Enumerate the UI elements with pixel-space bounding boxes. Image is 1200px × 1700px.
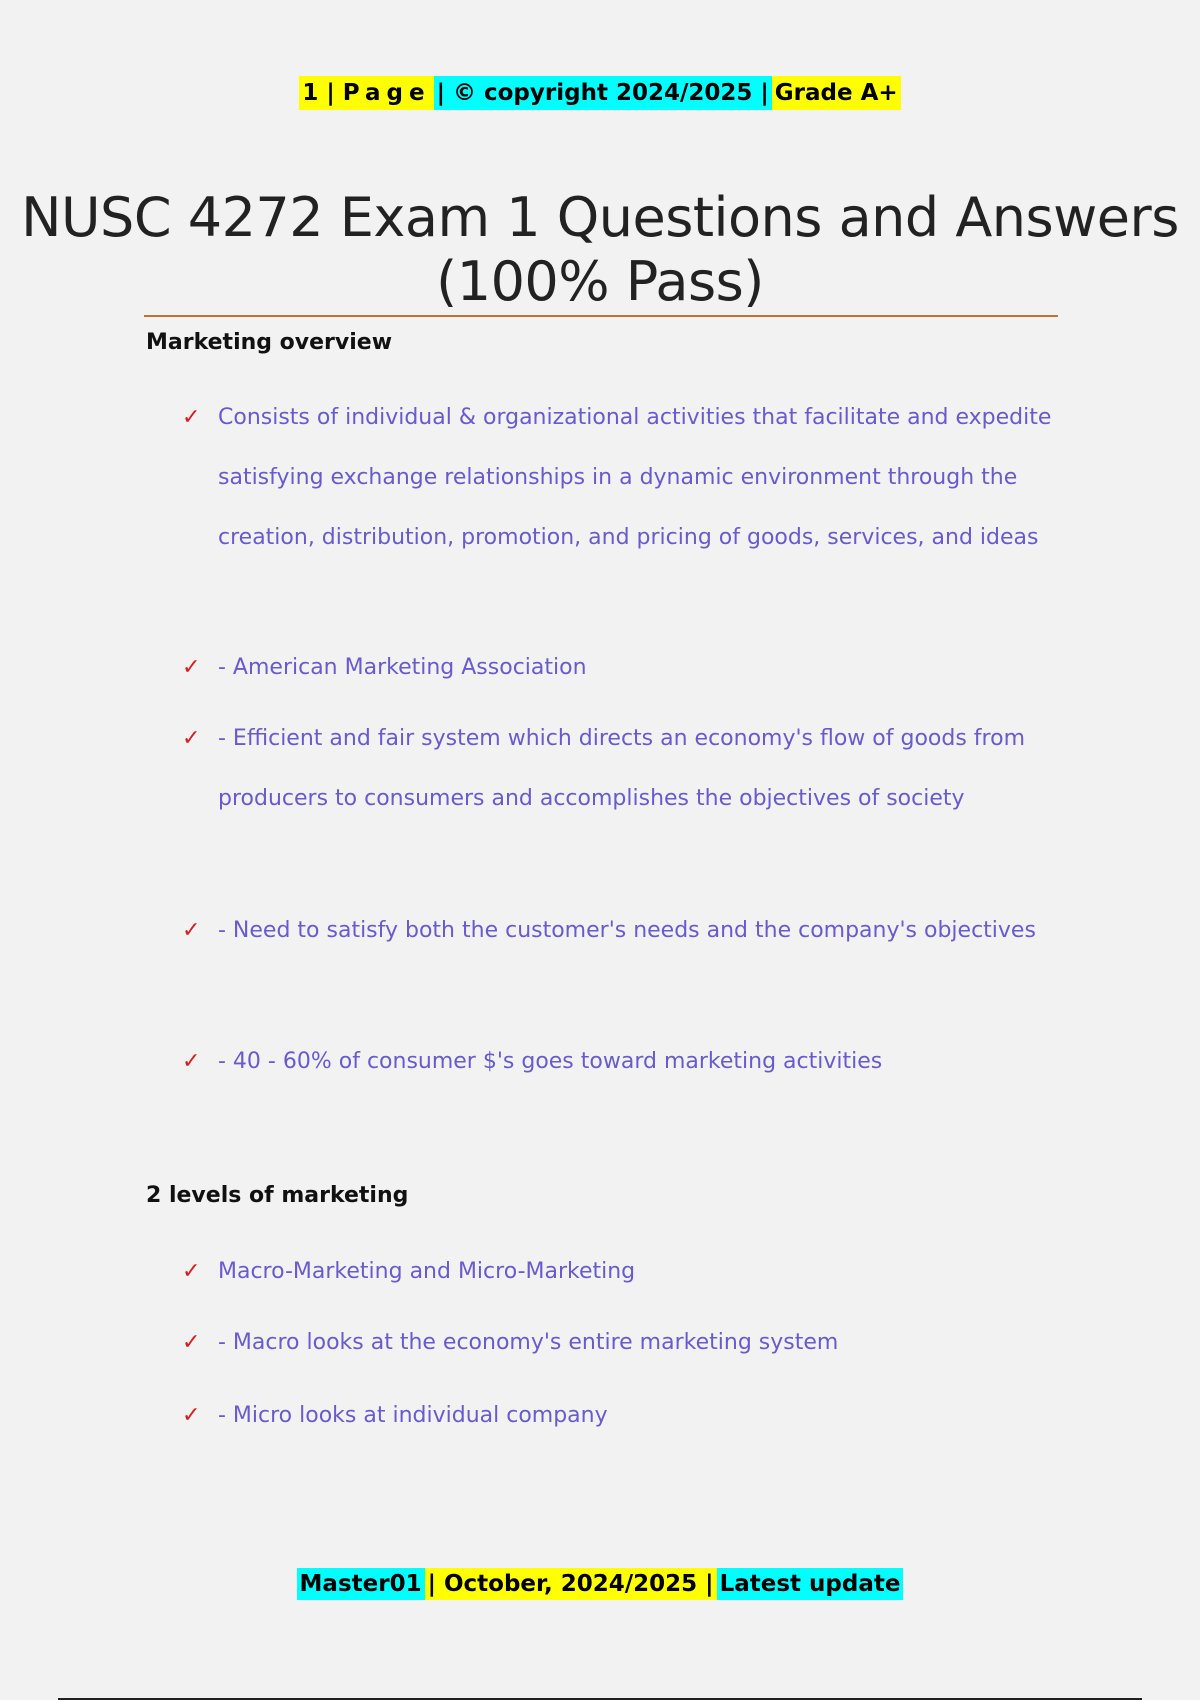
list-item-text: Macro-Marketing and Micro-Marketing xyxy=(218,1259,636,1284)
page-footer xyxy=(0,1568,1200,1600)
check-icon: ✓ xyxy=(182,1403,201,1428)
document-title: NUSC 4272 Exam 1 Questions and Answers (100% Pass) xyxy=(21,186,1179,313)
copyright-badge: | © copyright 2024/2025 | xyxy=(434,76,772,110)
check-icon: ✓ xyxy=(182,1049,201,1074)
title-divider xyxy=(144,315,1058,317)
grade-badge: Grade A+ xyxy=(772,76,901,110)
page-label: Page xyxy=(342,80,431,106)
check-icon: ✓ xyxy=(182,1259,201,1284)
page-header xyxy=(0,76,1200,110)
page-number: 1 xyxy=(302,80,319,106)
update-badge: Latest update xyxy=(717,1568,904,1600)
list-item-text: - 40 - 60% of consumer $'s goes toward marketing activities xyxy=(218,1049,883,1074)
section-heading-marketing-overview: Marketing overview xyxy=(146,330,393,355)
list-item-text: - Efficient and fair system which directs an economy's flow of goods from producers to consumers and accomplishes the objectives of society xyxy=(218,726,1025,811)
list-item-text: - Need to satisfy both the customer's needs and the company's objectives xyxy=(218,918,1036,943)
header-separator: | xyxy=(318,80,343,106)
list-item-text: - Macro looks at the economy's entire marketing system xyxy=(218,1330,839,1355)
page-number-badge xyxy=(299,76,433,110)
list-item-text: - American Marketing Association xyxy=(218,655,587,680)
date-badge: | October, 2024/2025 | xyxy=(425,1568,717,1600)
list-item-text: Consists of individual & organizational activities that facilitate and expedite satisfying exchange relationships in a dynamic environment through the creation, distribution, promotion, and pricing of goods, services, and ideas xyxy=(218,405,1052,550)
check-icon: ✓ xyxy=(182,405,201,430)
check-icon: ✓ xyxy=(182,1330,201,1355)
check-icon: ✓ xyxy=(182,918,201,943)
author-badge: Master01 xyxy=(297,1568,425,1600)
section-heading-levels-of-marketing: 2 levels of marketing xyxy=(146,1183,409,1208)
check-icon: ✓ xyxy=(182,655,201,680)
list-item-text: - Micro looks at individual company xyxy=(218,1403,608,1428)
check-icon: ✓ xyxy=(182,726,201,751)
